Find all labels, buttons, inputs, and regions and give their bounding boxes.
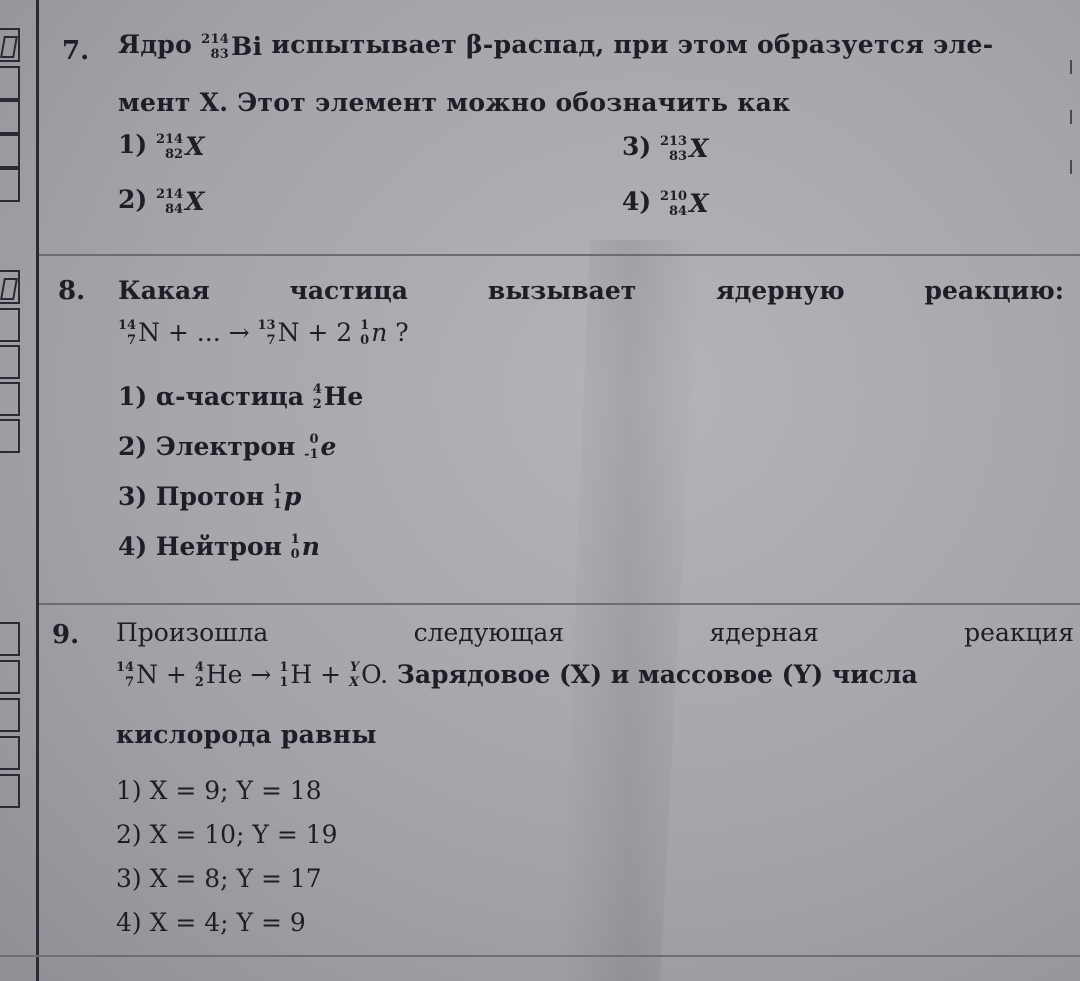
q7-option-2-symbol: X [185, 187, 205, 216]
q7-option-1-charge: 82 [165, 146, 184, 162]
q7-option-4-mass: 210 [659, 188, 688, 204]
q7-line1 [118, 30, 1053, 61]
q9-eq-n4-mass: Y [349, 659, 360, 675]
q9-eq-n2-charge: 2 [194, 674, 204, 690]
q7-line2: мент X. Этот элемент можно обозначить как [118, 88, 791, 117]
q9-option-1[interactable]: 1) X = 9; Y = 18 [116, 776, 322, 805]
answer-box[interactable] [0, 168, 20, 202]
q8-option-1-symbol: He [323, 382, 364, 411]
answer-box[interactable] [0, 345, 20, 379]
q8-eq-mid: + ... → [159, 318, 258, 347]
q8-eq-n2-symbol: N [277, 318, 300, 347]
answer-box[interactable] [0, 698, 20, 732]
q9-word-4: реакция [964, 618, 1074, 647]
q9-eq-n2-symbol: He [205, 660, 243, 689]
answer-box[interactable] [0, 100, 20, 134]
q8-option-4-mass: 1 [290, 531, 300, 547]
q8-word-3: вызывает [487, 276, 637, 305]
q8-option-3-symbol: p [283, 482, 302, 511]
q7-bi-symbol: Bi [231, 32, 263, 61]
q7-option-4-number: 4) [622, 187, 652, 216]
q7-text-nucleus: Ядро [118, 30, 193, 59]
left-margin-line [36, 0, 39, 981]
q8-eq-n1-symbol: N [138, 318, 160, 347]
q9-eq-n4-symbol: O. [361, 660, 389, 689]
q7-option-2[interactable] [118, 185, 205, 216]
q9-word-3: ядерная [709, 618, 819, 647]
q7-option-2-mass: 214 [155, 186, 184, 202]
q9-eq-n1-symbol: N [136, 660, 158, 689]
q8-equation [118, 316, 409, 347]
q9-eq-n4-charge: X [349, 674, 360, 690]
separator-q7-q8 [39, 254, 1080, 256]
q8-option-1-text: 1) α-частица [118, 382, 304, 411]
q8-option-3-text: 3) Протон [118, 482, 265, 511]
answer-box[interactable] [0, 134, 20, 168]
q7-option-4-symbol: X [689, 189, 709, 218]
q9-line3: кислорода равны [116, 720, 377, 749]
q8-line1 [118, 276, 1064, 305]
q8-eq-plus2: + 2 [299, 318, 361, 347]
q8-word-2: частица [289, 276, 408, 305]
q9-eq-n1-charge: 7 [125, 674, 135, 690]
q7-bi-charge: 83 [210, 46, 230, 62]
q9-eq-n3-mass: 1 [279, 659, 289, 675]
q9-eq-n2-mass: 4 [194, 659, 204, 675]
q8-eq-n1-mass: 14 [118, 317, 137, 333]
q8-option-3-charge: 1 [272, 496, 282, 512]
answer-box[interactable] [0, 308, 20, 342]
q8-option-4[interactable] [118, 530, 320, 561]
q7-option-3-mass: 213 [659, 133, 688, 149]
q9-option-3[interactable]: 3) X = 8; Y = 17 [116, 864, 322, 893]
q8-eq-end: ? [387, 318, 409, 347]
q7-option-1-symbol: X [185, 132, 205, 161]
q8-option-4-text: 4) Нейтрон [118, 532, 282, 561]
q8-number: 8. [58, 276, 86, 306]
q8-eq-n3-mass: 1 [360, 317, 370, 333]
q9-eq-plus2: + [312, 660, 350, 689]
right-edge-mark [1070, 60, 1072, 74]
q8-option-2-text: 2) Электрон [118, 432, 296, 461]
q8-eq-n1-charge: 7 [127, 332, 137, 348]
q7-option-3-charge: 83 [669, 148, 688, 164]
q9-eq-n3-symbol: H [290, 660, 313, 689]
q8-option-4-charge: 0 [290, 546, 300, 562]
q9-word-1: Произошла [116, 618, 269, 647]
bottom-rule [0, 955, 1080, 957]
right-edge-mark [1070, 160, 1072, 174]
q9-option-4[interactable]: 4) X = 4; Y = 9 [116, 908, 306, 937]
q7-option-2-charge: 84 [165, 201, 184, 217]
q9-word-2: следующая [413, 618, 565, 647]
q7-number: 7. [62, 36, 90, 66]
q8-option-2[interactable] [118, 430, 336, 461]
q7-text-rest: испытывает β-распад, при этом образуется эле- [271, 30, 994, 59]
q8-option-1-mass: 4 [312, 381, 322, 397]
separator-q8-q9 [39, 603, 1080, 605]
q8-option-4-symbol: n [301, 532, 320, 561]
q9-eq-arrow: → [242, 660, 280, 689]
q8-eq-n3-symbol: n [371, 318, 388, 347]
q9-eq-n1-mass: 14 [116, 659, 135, 675]
q8-option-2-mass: 0 [309, 431, 319, 447]
q8-word-5: реакцию: [924, 276, 1064, 305]
q8-option-2-charge: -1 [304, 446, 319, 462]
q7-bi-mass: 214 [201, 31, 230, 47]
answer-box[interactable] [0, 774, 20, 808]
q8-eq-n3-charge: 0 [360, 332, 370, 348]
q9-line1 [116, 618, 1074, 647]
answer-box[interactable] [0, 382, 20, 416]
q7-option-3-symbol: X [689, 134, 709, 163]
q7-option-1-mass: 214 [155, 131, 184, 147]
q7-option-4-charge: 84 [669, 203, 688, 219]
q7-option-3[interactable] [622, 132, 709, 163]
q8-option-3-mass: 1 [272, 481, 282, 497]
q8-option-3[interactable] [118, 480, 301, 511]
q9-eq-plus1: + [157, 660, 195, 689]
q7-option-4[interactable] [622, 187, 709, 218]
right-edge-mark [1070, 110, 1072, 124]
q8-word-4: ядерную [716, 276, 845, 305]
q7-option-1-number: 1) [118, 130, 148, 159]
q9-eq-tail: Зарядовое (X) и массовое (Y) числа [388, 660, 918, 689]
q8-eq-n2-charge: 7 [266, 332, 276, 348]
q8-word-1: Какая [118, 276, 210, 305]
q8-eq-n2-mass: 13 [257, 317, 276, 333]
q7-option-2-number: 2) [118, 185, 148, 214]
answer-box-checked[interactable] [0, 28, 20, 62]
q9-eq-n3-charge: 1 [279, 674, 289, 690]
q9-line2-equation [116, 658, 918, 689]
answer-box[interactable] [0, 419, 20, 453]
q9-option-2[interactable]: 2) X = 10; Y = 19 [116, 820, 338, 849]
answer-box[interactable] [0, 622, 20, 656]
q8-option-1[interactable] [118, 380, 363, 411]
q8-option-2-symbol: e [320, 432, 337, 461]
q8-option-1-charge: 2 [312, 396, 322, 412]
answer-box-checked[interactable] [0, 270, 20, 304]
q7-option-1[interactable] [118, 130, 205, 161]
q7-option-3-number: 3) [622, 132, 652, 161]
answer-box[interactable] [0, 736, 20, 770]
q9-number: 9. [52, 620, 80, 650]
answer-box[interactable] [0, 660, 20, 694]
answer-box[interactable] [0, 66, 20, 100]
q7-bi-nuclide [201, 33, 229, 61]
